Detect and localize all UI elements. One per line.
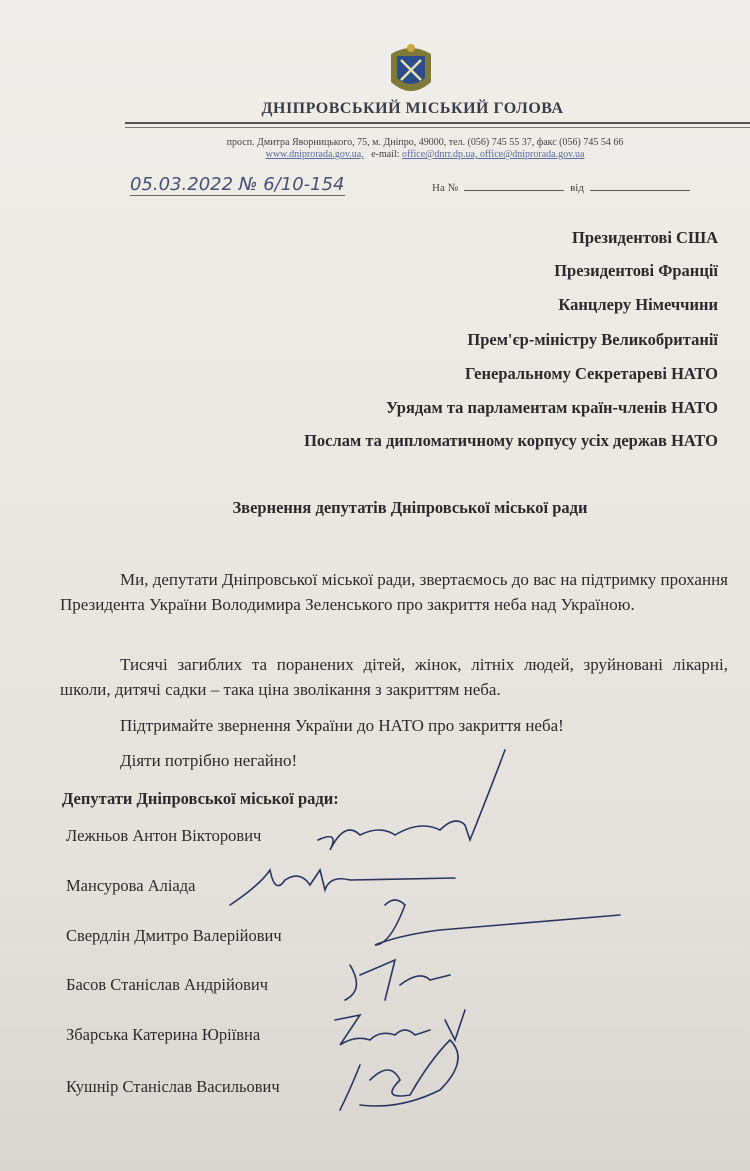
address-line: просп. Дмитра Яворницького, 75, м. Дніпро, 49000, тел. (056) 745 55 37, факс (056) 745 54 66 [226, 137, 624, 148]
signer-name: Мансурова Аліада [66, 876, 196, 895]
signature-1 [318, 750, 505, 850]
signers-label: Депутати Дніпровської міської ради: [62, 789, 339, 808]
email-links[interactable]: office@dnrr.dp.ua, office@dniprorada.gov.ua [402, 149, 585, 160]
paragraph: Тисячі загиблих та поранених дітей, жінок, літніх людей, зруйновані лікарні, школи, дитячі садки – така ціна зволікання з закриттям неба. [60, 655, 728, 699]
signature-6 [340, 1040, 458, 1110]
letter-heading: Звернення депутатів Дніпровської міської ради [232, 498, 588, 517]
paragraph: Ми, депутати Дніпровської міської ради, звертаємось до вас на підтримку прохання Президента України Володимира Зеленського про закриття неба над Україною. [60, 570, 728, 614]
signature-5 [335, 1010, 465, 1045]
recipient: Президентові США [572, 228, 718, 247]
email-label: e-mail: [371, 149, 400, 160]
signature-3 [375, 900, 620, 945]
signer-name: Свердлін Дмитро Валерійович [66, 926, 282, 945]
signer-name: Басов Станіслав Андрійович [66, 975, 268, 994]
signer-name: Кушнір Станіслав Васильович [66, 1077, 280, 1096]
paragraph: Підтримайте звернення України до НАТО про закриття неба! [120, 716, 564, 735]
recipient: Послам та дипломатичному корпусу усіх держав НАТО [304, 431, 718, 450]
signature-2 [230, 870, 455, 905]
signature-4 [345, 960, 450, 1000]
letterhead-title: ДНІПРОВСЬКИЙ МІСЬКИЙ ГОЛОВА [261, 100, 564, 117]
signer-name: Збарська Катерина Юріївна [66, 1025, 261, 1044]
paragraph: Діяти потрібно негайно! [120, 751, 298, 770]
signer-name: Лежньов Антон Вікторович [66, 826, 262, 845]
recipient: Канцлеру Німеччини [558, 295, 718, 314]
recipient: Президентові Франції [554, 261, 718, 280]
date-and-number: 05.03.2022 № 6/10-154 [130, 174, 345, 195]
reply-label: На № [432, 182, 459, 194]
website-link[interactable]: www.dniprorada.gov.ua, [265, 149, 364, 160]
recipient: Прем'єр-міністру Великобританії [467, 330, 718, 349]
recipient: Урядам та парламентам країн-членів НАТО [386, 398, 718, 417]
from-label: від [570, 182, 584, 194]
recipient: Генеральному Секретареві НАТО [464, 364, 718, 383]
